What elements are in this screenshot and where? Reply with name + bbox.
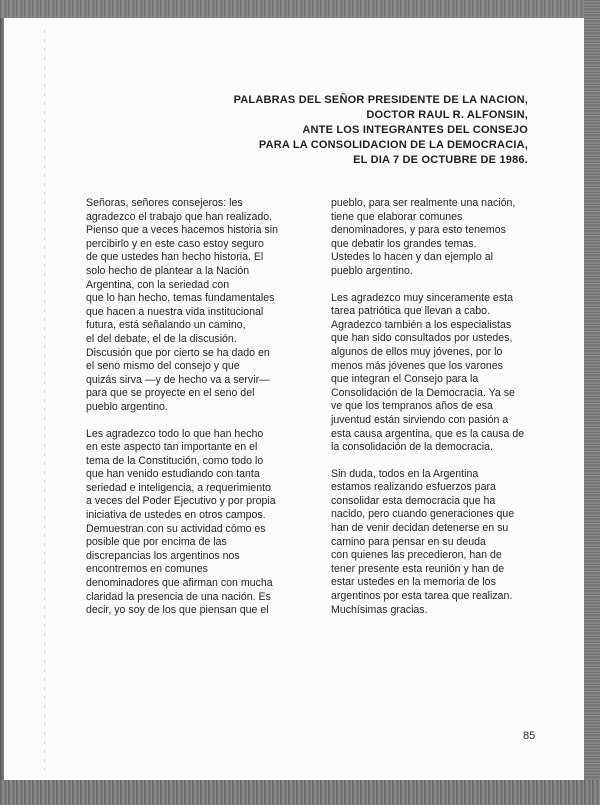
heading-line: PARA LA CONSOLIDACION DE LA DEMOCRACIA,	[258, 139, 528, 151]
text-line: denominadores que afirman con mucha	[86, 577, 273, 590]
text-line: el seno mismo del consejo y que	[86, 360, 240, 373]
text-line: que lo han hecho, temas fundamentales	[86, 292, 275, 305]
text-line: discrepancias los argentinos nos	[86, 549, 240, 562]
text-line: camino para pensar en su deuda	[331, 535, 486, 548]
paragraph	[331, 468, 541, 618]
paragraph-gap	[331, 455, 541, 468]
paragraph	[86, 197, 296, 415]
text-line: argentinos por esta tarea que realizan.	[331, 590, 513, 603]
text-line: estar ustedes en la memoria de los	[331, 576, 496, 589]
text-line: de que ustedes han hecho historia. El	[86, 251, 264, 264]
paragraph	[331, 292, 541, 455]
text-line: nacido, pero cuando generaciones que	[331, 508, 515, 521]
text-line: algunos de ellos muy jóvenes, por lo	[331, 345, 503, 358]
text-line: Señoras, señores consejeros: les	[86, 197, 243, 209]
text-line: pueblo, para ser realmente una nación,	[331, 197, 516, 209]
text-line: estamos realizando esfuerzos para	[331, 481, 496, 494]
text-line: percibirlo y en este caso estoy seguro	[86, 237, 264, 250]
text-line: para que se proyecte en el seno del	[86, 387, 255, 400]
text-line: Consolidación de la Democracia. Ya se	[331, 386, 515, 399]
text-line: solo hecho de plantear a la Nación	[86, 264, 250, 277]
text-line: Les agradezco todo lo que han hecho	[86, 427, 264, 440]
text-line: denominadores, y para esto tenemos	[331, 224, 506, 237]
scan-edge-bottom	[0, 780, 600, 805]
text-line: tarea patriótica que llevan a cabo.	[331, 305, 491, 318]
text-line: agradezco el trabajo que han realizado.	[86, 210, 273, 223]
text-line: que han sido consultados por ustedes,	[331, 332, 513, 345]
paragraph-gap	[86, 415, 296, 428]
text-line: con quienes las precedieron, han de	[331, 549, 502, 562]
text-line: juventud están sirviendo con pasión a	[331, 413, 509, 426]
text-line: consolidar esta democracia que ha	[331, 494, 496, 507]
text-line: tiene que elaborar comunes	[331, 210, 463, 223]
text-line: Argentina, con la seriedad con	[86, 278, 230, 291]
text-line: el del debate, el de la discusión.	[86, 332, 237, 345]
text-line: esta causa argentina, que es la causa de	[331, 427, 525, 440]
text-line: que debatir los grandes temas.	[331, 237, 477, 250]
speech-heading	[168, 93, 528, 168]
scan-edge-right	[584, 0, 600, 805]
text-line: Ustedes lo hacen y dan ejemplo al	[331, 251, 493, 264]
text-line: tener presente esta reunión y han de	[331, 562, 505, 575]
text-line: a veces del Poder Ejecutivo y por propia	[86, 495, 276, 508]
text-line: iniciativa de ustedes en otros campos.	[86, 509, 266, 522]
text-line: Agradezco también a los especialistas	[331, 318, 512, 331]
heading-line: EL DIA 7 DE OCTUBRE DE 1986.	[353, 154, 528, 166]
text-line: han de venir decidan detenerse en su	[331, 522, 509, 535]
text-line: posible que por encima de las	[86, 536, 227, 549]
text-line: que hacen a nuestra vida institucional	[86, 305, 264, 318]
text-line: Muchísimas gracias.	[331, 603, 428, 616]
text-line: Sin duda, todos en la Argentina	[331, 467, 479, 480]
text-line: decir, yo soy de los que piensan que el	[86, 604, 269, 617]
heading-line: PALABRAS DEL SEÑOR PRESIDENTE DE LA NACION,	[233, 94, 528, 106]
right-column	[331, 197, 541, 617]
text-line: Pienso que a veces hacemos historia sin	[86, 224, 278, 237]
text-line: ve que los tempranos años de esa	[331, 400, 493, 413]
scan-edge-top	[0, 0, 600, 18]
heading-line: DOCTOR RAUL R. ALFONSIN,	[366, 109, 528, 121]
text-line: Discusión que por cierto se ha dado en	[86, 346, 270, 359]
left-column	[86, 197, 296, 618]
text-line: que integran el Consejo para la	[331, 373, 479, 386]
text-line: la consolidación de la democracia.	[331, 441, 493, 454]
text-line: Les agradezco muy sinceramente esta	[331, 291, 513, 304]
text-line: en este aspecto tan importante en el	[86, 441, 258, 454]
paragraph	[331, 197, 541, 279]
text-line: Demuestran con su actividad cómo es	[86, 522, 266, 535]
page-number: 85	[523, 730, 536, 742]
text-line: quizás sirva —y de hecho va a servir—	[86, 373, 270, 386]
text-line: seriedad e inteligencia, a requerimiento	[86, 481, 271, 494]
scan-gutter-mark	[44, 30, 45, 770]
text-line: futura, está señalando un camino,	[86, 319, 246, 332]
paragraph	[86, 428, 296, 618]
text-line: claridad la presencia de una nación. Es	[86, 590, 271, 603]
text-line: tema de la Constitución, como todo lo	[86, 454, 264, 467]
text-line: pueblo argentino.	[86, 400, 168, 413]
text-line: encontremos en comunes	[86, 563, 208, 576]
text-line: que han venido estudiando con tanta	[86, 468, 260, 481]
text-line: pueblo argentino.	[331, 264, 413, 277]
document-page	[4, 0, 584, 780]
text-line: menos más jóvenes que los varones	[331, 359, 503, 372]
heading-line: ANTE LOS INTEGRANTES DEL CONSEJO	[302, 124, 528, 136]
paragraph-gap	[331, 279, 541, 292]
